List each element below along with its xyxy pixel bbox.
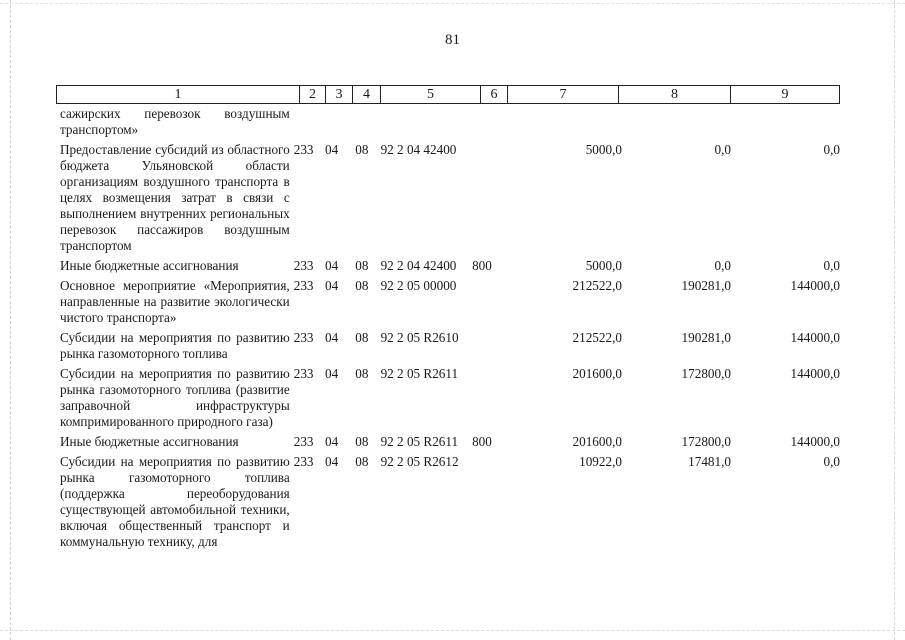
header-col-8: 8 (619, 86, 731, 103)
row-col-4: 08 (355, 142, 369, 157)
table-header (56, 85, 840, 104)
table-row (60, 258, 840, 274)
row-col-7: 212522,0 (572, 330, 622, 345)
row-col-8: 172800,0 (681, 434, 731, 449)
row-col-4: 08 (355, 258, 369, 273)
row-col-9: 144000,0 (790, 330, 840, 345)
row-name: Основное мероприятие «Мероприятия, направленные на развитие экологически чистого транспорта» (60, 278, 290, 325)
row-col-6: 800 (472, 434, 492, 449)
row-col-4: 08 (355, 434, 369, 449)
row-col-2: 233 (293, 434, 314, 449)
row-col-7: 5000,0 (585, 258, 622, 273)
row-col-4: 08 (355, 330, 369, 345)
row-col-7: 5000,0 (585, 142, 622, 157)
row-col-7: 212522,0 (572, 278, 622, 293)
row-col-6 (472, 142, 511, 254)
row-col-5: 92 2 05 R2611 (380, 366, 459, 381)
row-col-7: 201600,0 (572, 434, 622, 449)
row-col-8: 0,0 (714, 142, 731, 157)
row-col-9: 0,0 (823, 454, 840, 469)
row-col-9: 0,0 (823, 142, 840, 157)
row-col-5 (381, 106, 473, 138)
row-col-4 (351, 106, 380, 138)
row-name: Субсидии на мероприятия по развитию рынка газомоторного топлива (развитие заправочной инфраструктуры компримированного природного газа) (60, 366, 290, 429)
table-body (60, 106, 840, 554)
header-col-4: 4 (353, 86, 381, 103)
row-col-4: 08 (355, 278, 369, 293)
header-col-7: 7 (508, 86, 619, 103)
row-col-2: 233 (293, 278, 314, 293)
scan-edge-right (894, 0, 895, 640)
row-col-6 (472, 366, 511, 430)
table-row (60, 330, 840, 362)
row-name: Субсидии на мероприятия по развитию рынка газомоторного топлива (60, 330, 290, 361)
row-col-7 (511, 106, 622, 138)
table-row (60, 434, 840, 450)
table-row (60, 142, 840, 254)
row-col-5: 92 2 04 42400 (380, 142, 457, 157)
row-col-9: 144000,0 (790, 366, 840, 381)
row-col-9: 144000,0 (790, 278, 840, 293)
row-col-7: 201600,0 (572, 366, 622, 381)
header-col-5: 5 (381, 86, 481, 103)
row-col-3: 04 (324, 278, 339, 293)
row-col-9 (731, 106, 840, 138)
row-col-8: 190281,0 (681, 278, 731, 293)
row-col-6 (472, 330, 511, 362)
row-col-6: 800 (472, 258, 492, 273)
table-row (60, 454, 840, 550)
scan-edge-bottom (0, 630, 905, 631)
row-col-7: 10922,0 (579, 454, 622, 469)
row-col-3: 04 (324, 142, 339, 157)
row-col-6 (472, 454, 511, 550)
row-col-4: 08 (355, 454, 369, 469)
header-col-9: 9 (781, 87, 789, 102)
row-col-5: 92 2 05 R2612 (380, 454, 459, 469)
header-col-6: 6 (481, 86, 508, 103)
row-name: Иные бюджетные ассигнования (60, 258, 239, 273)
row-col-6 (472, 106, 511, 138)
row-col-8: 190281,0 (681, 330, 731, 345)
page-number: 81 (445, 32, 460, 48)
row-name: сажирских перевозок воздушным транспортом» (60, 106, 290, 137)
row-col-4: 08 (355, 366, 369, 381)
row-col-2: 233 (293, 454, 314, 469)
header-col-2: 2 (300, 86, 326, 103)
row-col-8: 17481,0 (688, 454, 731, 469)
table-row (60, 106, 840, 138)
row-col-2: 233 (293, 330, 314, 345)
row-col-3 (321, 106, 351, 138)
row-col-6 (472, 278, 511, 326)
row-col-3: 04 (324, 258, 339, 273)
row-col-9: 144000,0 (790, 434, 840, 449)
row-name: Субсидии на мероприятия по развитию рынка газомоторного топлива (поддержка переоборудования существующей автомобильной техники, включая общественный транспорт и коммунальную технику, для (60, 454, 290, 549)
header-col-1: 1 (57, 86, 300, 103)
row-col-8: 0,0 (714, 258, 731, 273)
row-col-5: 92 2 05 R2611 (380, 434, 459, 449)
row-col-8 (622, 106, 731, 138)
row-col-8: 172800,0 (681, 366, 731, 381)
row-col-3: 04 (324, 330, 339, 345)
row-col-2: 233 (293, 366, 314, 381)
scan-edge-top (0, 3, 905, 4)
row-col-3: 04 (324, 366, 339, 381)
row-col-3: 04 (324, 454, 339, 469)
row-col-2: 233 (293, 258, 314, 273)
header-col-3: 3 (326, 86, 353, 103)
row-col-5: 92 2 04 42400 (380, 258, 457, 273)
scan-edge-left (10, 0, 11, 640)
table-row (60, 366, 840, 430)
table-row (60, 278, 840, 326)
row-col-9: 0,0 (823, 258, 840, 273)
row-col-2 (290, 106, 321, 138)
row-col-2: 233 (293, 142, 314, 157)
row-col-5: 92 2 05 00000 (380, 278, 457, 293)
row-col-5: 92 2 05 R2610 (380, 330, 459, 345)
row-name: Иные бюджетные ассигнования (60, 434, 239, 449)
row-col-3: 04 (324, 434, 339, 449)
row-name: Предоставление субсидий из областного бюджета Ульяновской области организациям воздушного транспорта в целях возмещения затрат в связи с выполнением внутренних региональных перевозок пассажиров воздушным транспортом (60, 142, 290, 253)
